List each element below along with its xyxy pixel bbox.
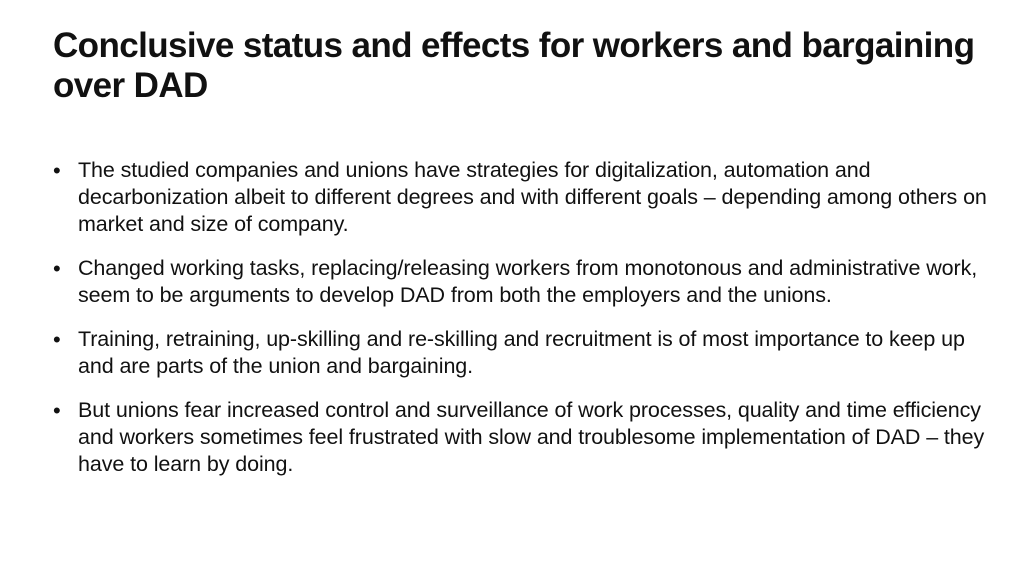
bullet-icon: • (53, 158, 61, 183)
slide-title: Conclusive status and effects for workers and bargaining over DAD (53, 26, 975, 105)
bullet-item (53, 326, 988, 380)
bullet-icon: • (53, 327, 61, 352)
bullet-text: The studied companies and unions have strategies for digitalization, automation and decarbonization albeit to different degrees and with different goals – depending among others on market and size of company. (78, 158, 987, 236)
bullet-icon: • (53, 256, 61, 281)
bullet-list (53, 157, 988, 495)
bullet-item (53, 255, 988, 309)
bullet-text: Training, retraining, up-skilling and re-skilling and recruitment is of most importance to keep up and are parts of the union and bargaining. (78, 327, 965, 378)
bullet-item (53, 397, 988, 478)
bullet-text: But unions fear increased control and surveillance of work processes, quality and time efficiency and workers sometimes feel frustrated with slow and troublesome implementation of DAD – they have to learn by doing. (78, 398, 985, 476)
bullet-item (53, 157, 988, 238)
bullet-text: Changed working tasks, replacing/releasing workers from monotonous and administrative work, seem to be arguments to develop DAD from both the employers and the unions. (78, 256, 978, 307)
bullet-icon: • (53, 398, 61, 423)
